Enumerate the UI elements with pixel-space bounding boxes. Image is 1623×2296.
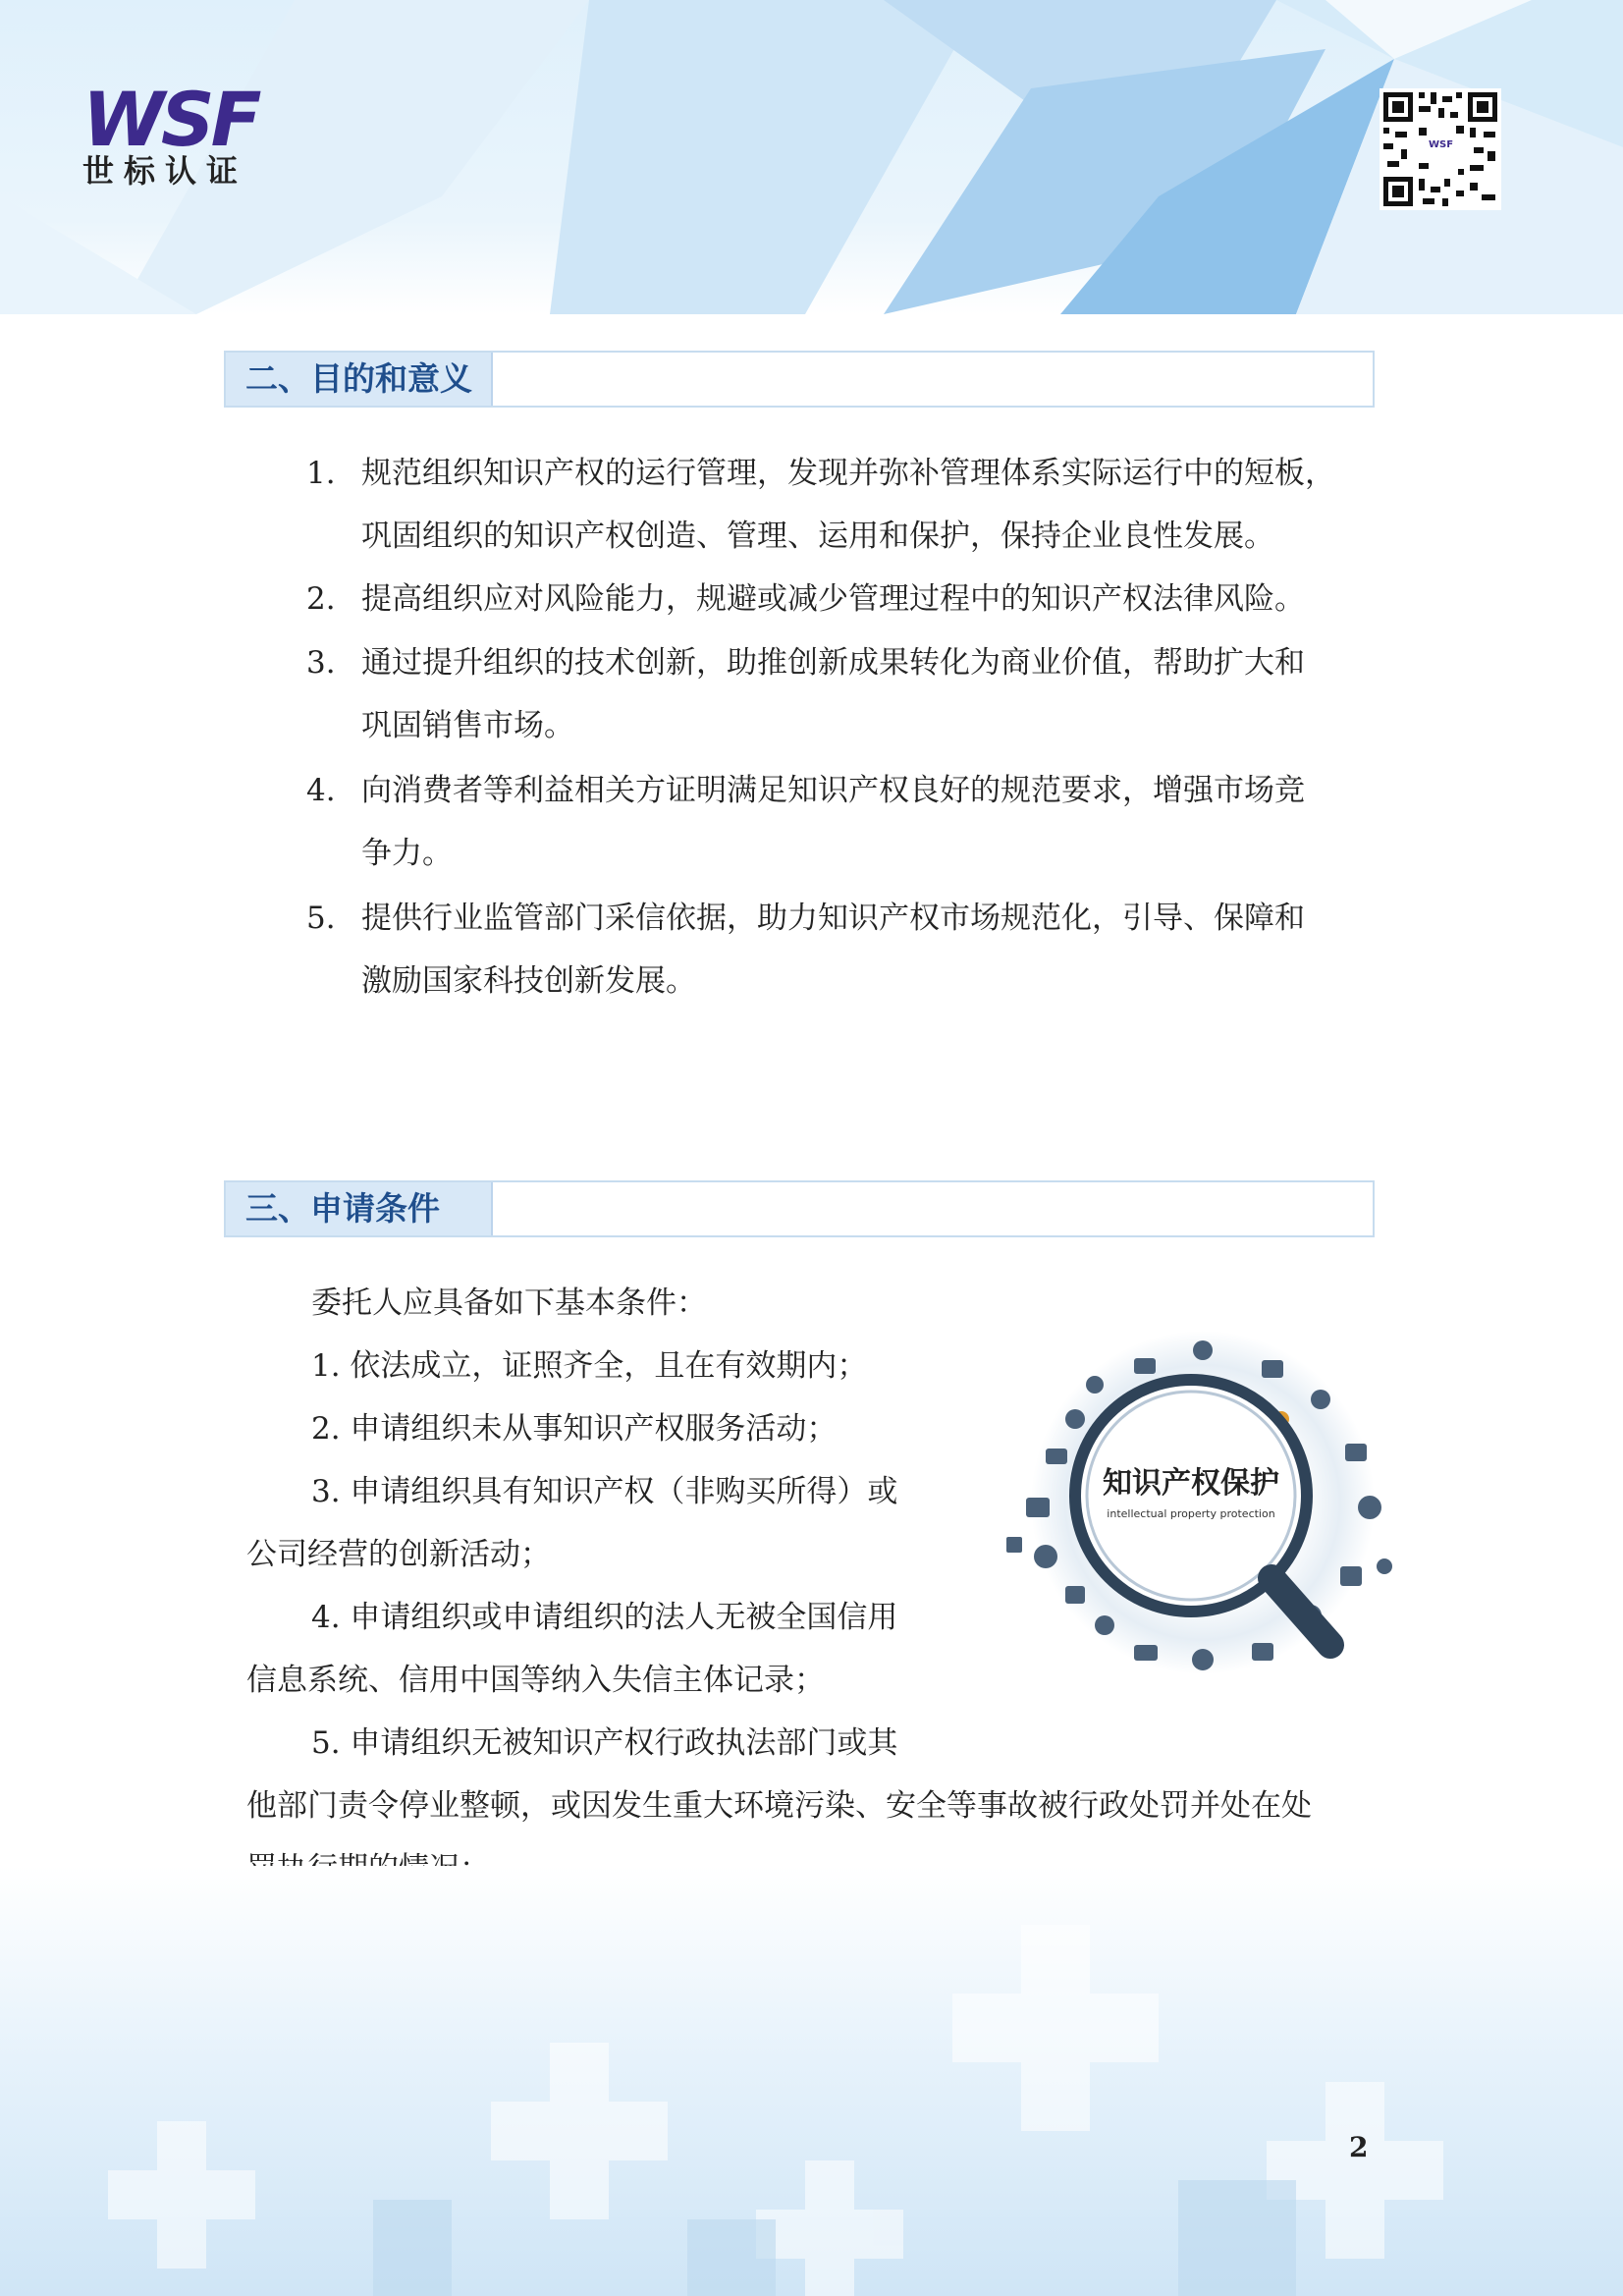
qr-code [1380, 88, 1501, 210]
condition-line: 2. 申请组织未从事知识产权服务活动； [311, 1411, 838, 1447]
list-number: 5. [306, 901, 336, 936]
logo-subtitle: 世标认证 [82, 152, 248, 190]
section-2-header [224, 351, 1375, 408]
list-line: 争力。 [361, 836, 453, 871]
footer-background [0, 1866, 1623, 2296]
list-line: 巩固组织的知识产权创造、管理、运用和保护，保持企业良性发展。 [361, 519, 1274, 554]
footer-crosses [0, 1866, 1623, 2296]
list-line: 向消费者等利益相关方证明满足知识产权良好的规范要求，增强市场竞 [361, 773, 1305, 808]
page-number: 2 [1349, 2131, 1369, 2163]
section-2-tab [226, 353, 493, 406]
magnifier-icon [987, 1331, 1419, 1704]
list-line: 通过提升组织的技术创新，助推创新成果转化为商业价值，帮助扩大和 [361, 645, 1305, 681]
list-number: 4. [306, 773, 336, 808]
list-line: 提供行业监管部门采信依据，助力知识产权市场规范化，引导、保障和 [361, 901, 1305, 936]
list-line: 提高组织应对风险能力，规避或减少管理过程中的知识产权法律风险。 [361, 581, 1305, 617]
condition-line: 4. 申请组织或申请组织的法人无被全国信用 [311, 1600, 898, 1635]
section-3-header [224, 1180, 1375, 1237]
list-number: 1. [306, 456, 336, 491]
condition-line: 他部门责令停业整顿，或因发生重大环境污染、安全等事故被行政处罚并处在处 [246, 1788, 1312, 1824]
condition-line: 公司经营的创新活动； [246, 1537, 551, 1572]
section-3-tab [226, 1182, 493, 1235]
condition-line: 5. 申请组织无被知识产权行政执法部门或其 [311, 1725, 898, 1761]
condition-line: 信息系统、信用中国等纳入失信主体记录； [246, 1663, 825, 1698]
list-number: 3. [306, 645, 336, 681]
condition-line: 1. 依法成立，证照齐全，且在有效期内； [311, 1348, 868, 1384]
wsf-logo [82, 76, 259, 191]
list-line: 激励国家科技创新发展。 [361, 963, 696, 999]
section-2-title: 二、目的和意义 [245, 359, 472, 398]
list-number: 2. [306, 581, 336, 617]
list-line: 巩固销售市场。 [361, 708, 574, 743]
section-3-title: 三、申请条件 [245, 1189, 440, 1228]
qr-center-logo: WSF [1429, 139, 1454, 150]
illustration-title: 知识产权保护 [1103, 1466, 1279, 1501]
list-line: 规范组织知识产权的运行管理，发现并弥补管理体系实际运行中的短板， [361, 456, 1335, 491]
illustration-subtitle: intellectual property protection [1107, 1507, 1275, 1520]
ip-protection-illustration [987, 1331, 1419, 1704]
conditions-intro: 委托人应具备如下基本条件： [311, 1285, 707, 1321]
logo-wordmark: WSF [82, 76, 258, 163]
condition-line: 3. 申请组织具有知识产权（非购买所得）或 [311, 1474, 898, 1509]
